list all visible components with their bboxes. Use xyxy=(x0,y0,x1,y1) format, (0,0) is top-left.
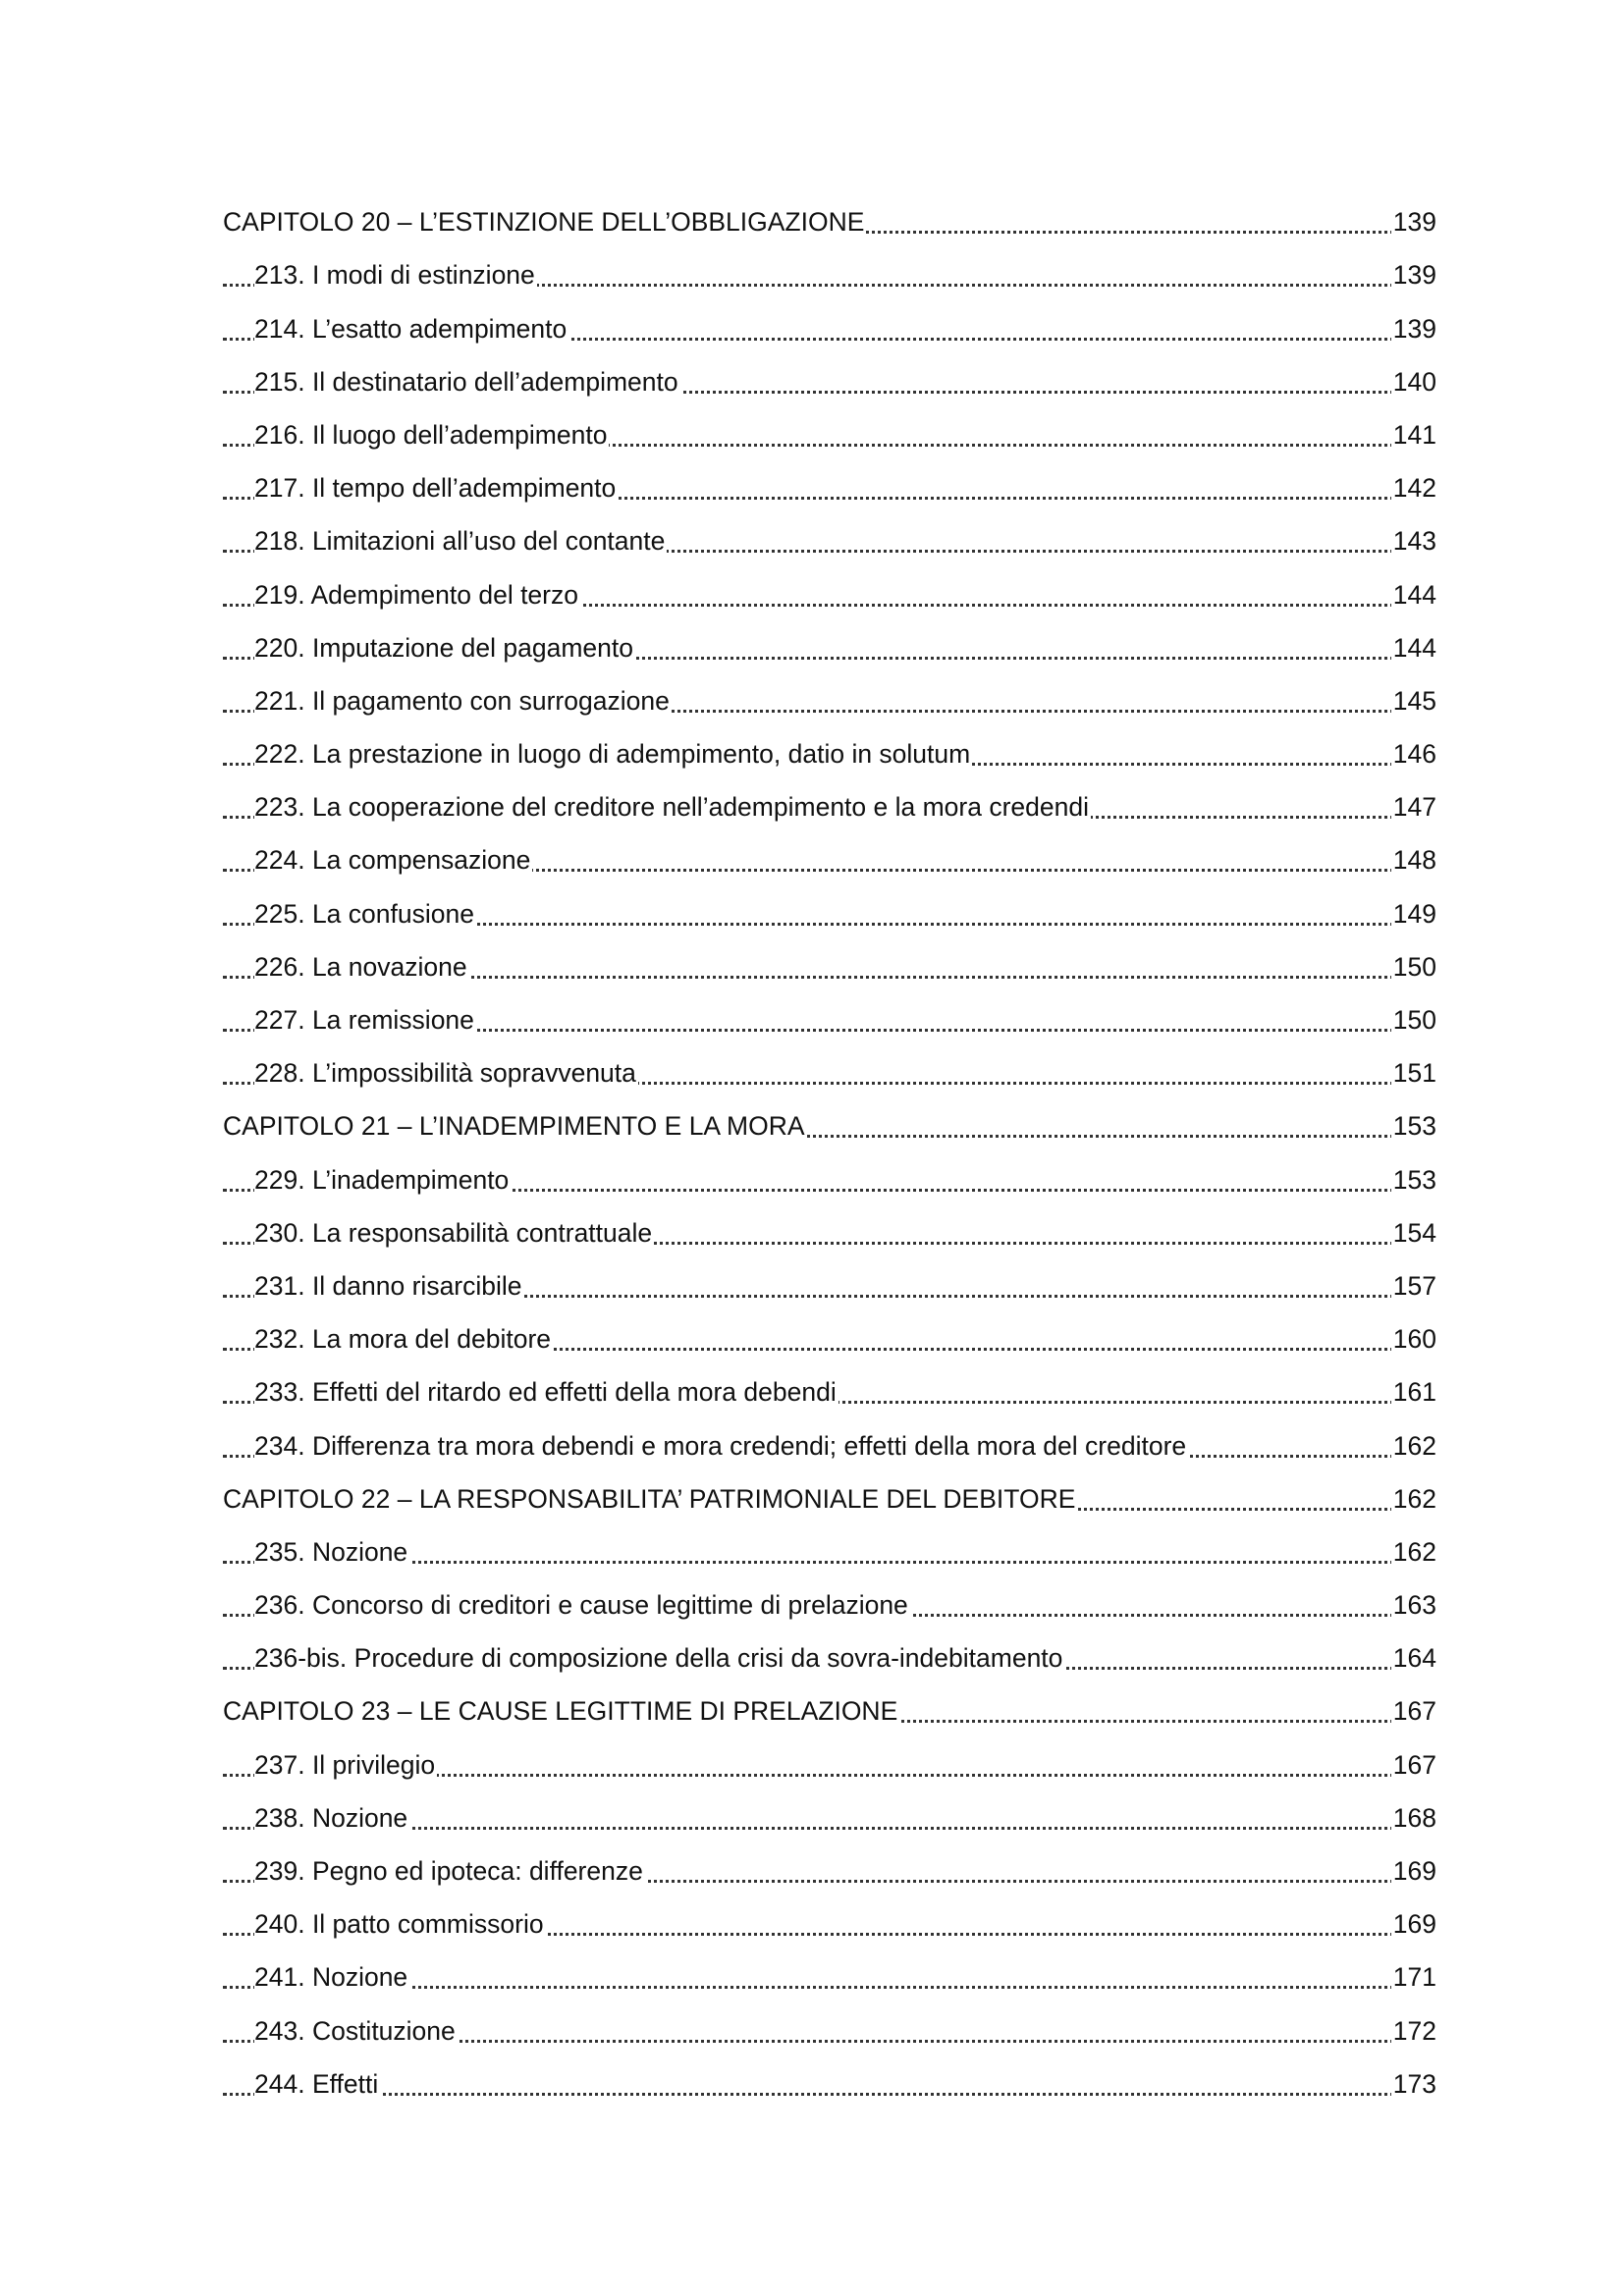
toc-section-entry[interactable] xyxy=(0,1895,1623,1948)
toc-entry-page: 167 xyxy=(1392,1749,1436,1780)
toc-section-entry[interactable] xyxy=(0,1415,1623,1468)
toc-entry-page: 143 xyxy=(1392,526,1436,557)
toc-entry-page: 150 xyxy=(1392,951,1436,982)
toc-entry-title: 218. Limitazioni all’uso del contante xyxy=(254,526,666,557)
toc-entry-page: 172 xyxy=(1392,2015,1436,2046)
table-of-contents xyxy=(0,192,1623,2108)
toc-entry-page: 162 xyxy=(1392,1483,1436,1514)
toc-section-entry[interactable] xyxy=(0,1948,1623,2001)
toc-entry-page: 173 xyxy=(1392,2068,1436,2099)
toc-entry-page: 142 xyxy=(1392,473,1436,504)
toc-chapter-entry[interactable] xyxy=(0,1469,1623,1522)
toc-section-entry[interactable] xyxy=(0,937,1623,990)
toc-entry-title: 213. I modi di estinzione xyxy=(254,260,535,291)
toc-entry-page: 149 xyxy=(1392,898,1436,929)
toc-entry-page: 167 xyxy=(1392,1696,1436,1727)
toc-section-entry[interactable] xyxy=(0,671,1623,724)
toc-entry-title: 231. Il danno risarcibile xyxy=(254,1270,522,1301)
toc-entry-title: 241. Nozione xyxy=(254,1962,408,1993)
toc-section-entry[interactable] xyxy=(0,1043,1623,1096)
toc-entry-title: 238. Nozione xyxy=(254,1802,408,1833)
toc-chapter-entry[interactable] xyxy=(0,192,1623,245)
toc-section-entry[interactable] xyxy=(0,1789,1623,1842)
toc-section-entry[interactable] xyxy=(0,1842,1623,1895)
toc-entry-page: 148 xyxy=(1392,845,1436,876)
toc-entry-title: 215. Il destinatario dell’adempimento xyxy=(254,366,678,397)
toc-entry-title: 217. Il tempo dell’adempimento xyxy=(254,473,617,504)
toc-section-entry[interactable] xyxy=(0,405,1623,458)
toc-entry-page: 161 xyxy=(1392,1377,1436,1408)
toc-section-entry[interactable] xyxy=(0,298,1623,351)
toc-entry-page: 154 xyxy=(1392,1217,1436,1248)
toc-entry-title: CAPITOLO 23 – LE CAUSE LEGITTIME DI PRELAZIONE xyxy=(223,1696,898,1727)
toc-section-entry[interactable] xyxy=(0,777,1623,830)
toc-entry-page: 139 xyxy=(1392,207,1436,238)
toc-entry-page: 139 xyxy=(1392,313,1436,344)
toc-entry-title: 230. La responsabilità contrattuale xyxy=(254,1217,653,1248)
toc-entry-title: 237. Il privilegio xyxy=(254,1749,436,1780)
toc-section-entry[interactable] xyxy=(0,1735,1623,1788)
toc-entry-page: 153 xyxy=(1392,1111,1436,1142)
toc-section-entry[interactable] xyxy=(0,2001,1623,2054)
toc-entry-title: 220. Imputazione del pagamento xyxy=(254,632,633,663)
toc-entry-page: 147 xyxy=(1392,792,1436,823)
toc-entry-title: 214. L’esatto adempimento xyxy=(254,313,568,344)
toc-entry-title: 225. La confusione xyxy=(254,898,474,929)
toc-section-entry[interactable] xyxy=(0,1149,1623,1202)
toc-entry-title: CAPITOLO 21 – L’INADEMPIMENTO E LA MORA xyxy=(223,1111,805,1142)
toc-entry-title: 236-bis. Procedure di composizione della crisi da sovra-indebitamento xyxy=(254,1643,1063,1674)
toc-section-entry[interactable] xyxy=(0,1309,1623,1362)
toc-entry-title: 236. Concorso di creditori e cause legittime di prelazione xyxy=(254,1590,908,1621)
toc-entry-title: 226. La novazione xyxy=(254,951,467,982)
toc-section-entry[interactable] xyxy=(0,1362,1623,1415)
toc-entry-title: 244. Effetti xyxy=(254,2068,379,2099)
toc-entry-title: 224. La compensazione xyxy=(254,845,531,876)
toc-entry-title: 221. Il pagamento con surrogazione xyxy=(254,685,670,716)
toc-entry-page: 140 xyxy=(1392,366,1436,397)
toc-leader-dots xyxy=(223,2093,1431,2096)
toc-entry-page: 153 xyxy=(1392,1164,1436,1195)
toc-entry-page: 169 xyxy=(1392,1909,1436,1940)
toc-entry-page: 160 xyxy=(1392,1324,1436,1355)
toc-section-entry[interactable] xyxy=(0,1629,1623,1682)
toc-entry-page: 164 xyxy=(1392,1643,1436,1674)
toc-section-entry[interactable] xyxy=(0,245,1623,298)
toc-section-entry[interactable] xyxy=(0,618,1623,671)
toc-entry-page: 139 xyxy=(1392,260,1436,291)
toc-entry-title: 219. Adempimento del terzo xyxy=(254,579,578,610)
toc-entry-page: 169 xyxy=(1392,1856,1436,1886)
toc-entry-title: CAPITOLO 22 – LA RESPONSABILITA’ PATRIMONIALE DEL DEBITORE xyxy=(223,1483,1076,1514)
toc-entry-title: 216. Il luogo dell’adempimento xyxy=(254,419,608,450)
toc-section-entry[interactable] xyxy=(0,458,1623,511)
toc-section-entry[interactable] xyxy=(0,1522,1623,1575)
toc-section-entry[interactable] xyxy=(0,990,1623,1043)
toc-entry-title: 222. La prestazione in luogo di adempimento, datio in solutum xyxy=(254,739,971,770)
toc-entry-page: 171 xyxy=(1392,1962,1436,1993)
toc-entry-page: 157 xyxy=(1392,1270,1436,1301)
toc-section-entry[interactable] xyxy=(0,352,1623,405)
toc-section-entry[interactable] xyxy=(0,1203,1623,1256)
toc-section-entry[interactable] xyxy=(0,2055,1623,2108)
toc-entry-title: 223. La cooperazione del creditore nell’adempimento e la mora credendi xyxy=(254,792,1089,823)
toc-entry-title: 232. La mora del debitore xyxy=(254,1324,552,1355)
toc-section-entry[interactable] xyxy=(0,830,1623,883)
toc-entry-page: 162 xyxy=(1392,1430,1436,1461)
toc-entry-page: 144 xyxy=(1392,632,1436,663)
toc-entry-title: 227. La remissione xyxy=(254,1005,474,1035)
toc-entry-title: 228. L’impossibilità sopravvenuta xyxy=(254,1058,636,1089)
toc-entry-title: 233. Effetti del ritardo ed effetti della mora debendi xyxy=(254,1377,837,1408)
toc-entry-page: 144 xyxy=(1392,579,1436,610)
toc-entry-page: 151 xyxy=(1392,1058,1436,1089)
toc-chapter-entry[interactable] xyxy=(0,1096,1623,1149)
toc-section-entry[interactable] xyxy=(0,511,1623,564)
toc-entry-title: 243. Costituzione xyxy=(254,2015,456,2046)
toc-section-entry[interactable] xyxy=(0,883,1623,936)
toc-entry-page: 141 xyxy=(1392,419,1436,450)
toc-chapter-entry[interactable] xyxy=(0,1682,1623,1735)
toc-section-entry[interactable] xyxy=(0,564,1623,617)
toc-entry-title: 240. Il patto commissorio xyxy=(254,1909,544,1940)
toc-entry-title: CAPITOLO 20 – L’ESTINZIONE DELL’OBBLIGAZIONE xyxy=(223,207,865,238)
toc-section-entry[interactable] xyxy=(0,724,1623,777)
toc-entry-page: 145 xyxy=(1392,685,1436,716)
toc-entry-title: 234. Differenza tra mora debendi e mora credendi; effetti della mora del creditore xyxy=(254,1430,1187,1461)
toc-entry-title: 229. L’inadempimento xyxy=(254,1164,510,1195)
toc-entry-page: 146 xyxy=(1392,739,1436,770)
toc-section-entry[interactable] xyxy=(0,1256,1623,1309)
toc-entry-page: 150 xyxy=(1392,1005,1436,1035)
toc-entry-page: 162 xyxy=(1392,1536,1436,1567)
toc-section-entry[interactable] xyxy=(0,1575,1623,1629)
toc-entry-title: 235. Nozione xyxy=(254,1536,408,1567)
toc-entry-title: 239. Pegno ed ipoteca: differenze xyxy=(254,1856,643,1886)
toc-entry-page: 168 xyxy=(1392,1802,1436,1833)
toc-entry-page: 163 xyxy=(1392,1590,1436,1621)
